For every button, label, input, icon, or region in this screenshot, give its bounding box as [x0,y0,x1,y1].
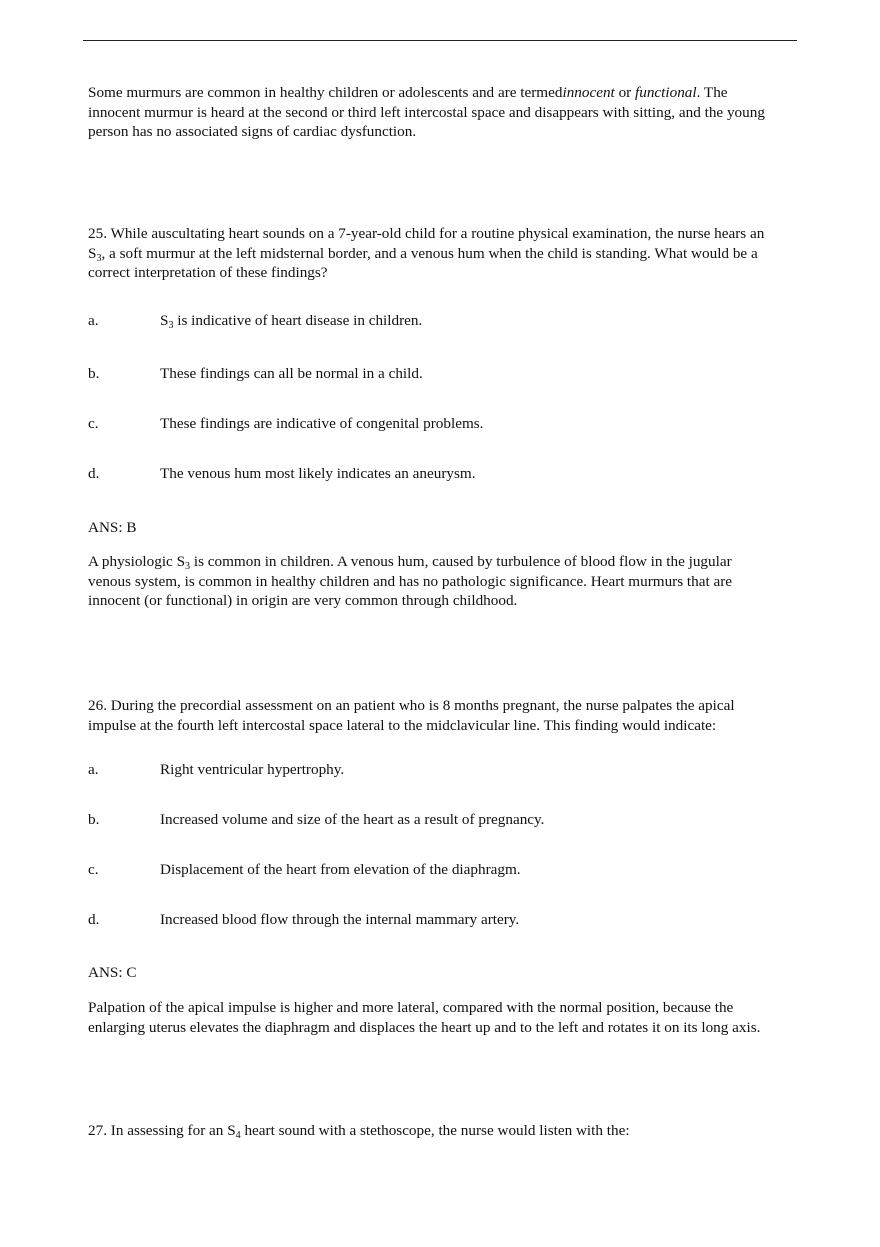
intro-paragraph [88,83,765,142]
q25-rationale: A physiologic $S_3$ is common in children. A venous hum, caused by turbulence of blood flow in the jugular venous system, is common in healthy children and has no pathologic significance. Heart murmurs that are innocent (or functional) in origin are very common through childhood. [88,553,733,610]
question-26-stem: 26. During the precordial assessment on an patient who is 8 months pregnant, the nurse palpates the apical impulse at the fourth left intercostal space lateral to the midclavicular line. This finding would indicate: [88,697,735,734]
q25-answer: ANS: B [88,519,137,536]
question-25-stem: 25. While auscultating heart sounds on a 7-year-old child for a routine physical examination, the nurse hears an $S_3$, a soft murmur at the left midsternal border, and a venous hum when the child is standing. What would be a correct interpretation of these findings? [88,225,765,282]
intro-line-2: innocent murmur is heard at the second or third left intercostal space and disappears with sitting, and the young [88,103,765,121]
q26-answer: ANS: C [88,964,137,981]
intro-line-1: Some murmurs are common in healthy children or adolescents and are termedinnocent or functional. The [88,84,728,101]
question-27-stem: 27. In assessing for an $S_4$ heart sound with a stethoscope, the nurse would listen with the: [88,1122,630,1141]
intro-line-3: person has no associated signs of cardiac dysfunction. [88,123,417,141]
q26-rationale: Palpation of the apical impulse is higher and more lateral, compared with the normal position, because the enlarging uterus elevates the diaphragm and displaces the heart up and to the left and rotates it on its long axis. [88,999,761,1036]
header-rule [83,40,797,41]
